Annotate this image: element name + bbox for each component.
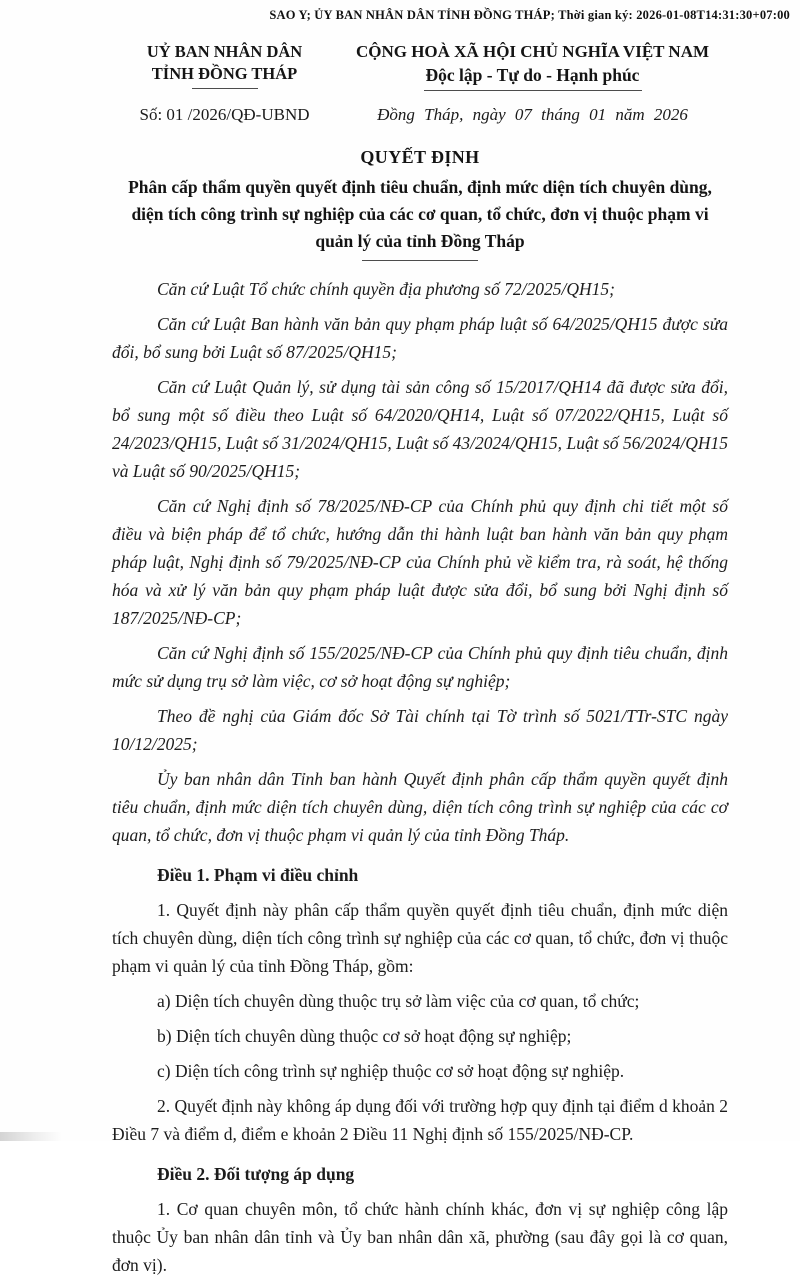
article-1-item-a: a) Diện tích chuyên dùng thuộc trụ sở làm việc của cơ quan, tổ chức; bbox=[157, 991, 640, 1011]
article-1-clause-1: 1. Quyết định này phân cấp thẩm quyền quyết định tiêu chuẩn, định mức diện tích chuyên dùng, diện tích công trình sự nghiệp của các cơ quan, tổ chức, đơn vị thuộc phạm vi quản lý của tỉnh Đồng Tháp, gồm: bbox=[112, 900, 728, 976]
preamble-paragraph: Theo đề nghị của Giám đốc Sở Tài chính tại Tờ trình số 5021/TTr-STC ngày 10/12/2025; bbox=[112, 706, 728, 754]
preamble-paragraph: Ủy ban nhân dân Tỉnh ban hành Quyết định phân cấp thẩm quyền quyết định tiêu chuẩn, định mức diện tích chuyên dùng, diện tích công trình sự nghiệp của các cơ quan, tổ chức, đơn vị thuộc phạm vi quản lý của tỉnh Đồng Tháp. bbox=[112, 769, 728, 845]
title-block bbox=[112, 147, 728, 261]
motto-underline bbox=[424, 90, 642, 91]
digital-signature-certification: SAO Y; ỦY BAN NHÂN DÂN TỈNH ĐỒNG THÁP; Thời gian ký: 2026-01-08T14:31:30+07:00 bbox=[269, 8, 790, 22]
article-2-heading: Điều 2. Đối tượng áp dụng bbox=[157, 1164, 355, 1184]
issuing-authority-line1: UỶ BAN NHÂN DÂN bbox=[146, 42, 303, 61]
issuing-authority-line2: TỈNH ĐỒNG THÁP bbox=[151, 64, 298, 83]
article-1-item-b: b) Diện tích chuyên dùng thuộc cơ sở hoạt động sự nghiệp; bbox=[157, 1026, 572, 1046]
preamble-paragraph: Căn cứ Luật Tổ chức chính quyền địa phương số 72/2025/QH15; bbox=[157, 279, 615, 299]
scan-edge-artifact bbox=[0, 1132, 62, 1141]
issuing-authority-block bbox=[112, 41, 337, 89]
preamble-paragraph: Căn cứ Luật Quản lý, sử dụng tài sản công số 15/2017/QH14 đã được sửa đổi, bổ sung một số điều theo Luật số 64/2020/QH14, Luật số 07/2022/QH15, Luật số 24/2023/QH15, Luật số 31/2024/QH15, Luật số 43/2024/QH15, Luật số 56/2024/QH15 và Luật số 90/2025/QH15; bbox=[112, 377, 728, 481]
article-1-heading: Điều 1. Phạm vi điều chỉnh bbox=[157, 865, 359, 885]
document-header bbox=[112, 41, 728, 91]
document-subject: Phân cấp thẩm quyền quyết định tiêu chuẩn, định mức diện tích chuyên dùng, diện tích công trình sự nghiệp của các cơ quan, tổ chức, đơn vị thuộc phạm vi quản lý của tỉnh Đồng Tháp bbox=[128, 177, 712, 251]
title-underline bbox=[362, 260, 478, 261]
preamble-paragraph: Căn cứ Nghị định số 155/2025/NĐ-CP của Chính phủ quy định tiêu chuẩn, định mức sử dụng trụ sở làm việc, cơ sở hoạt động sự nghiệp; bbox=[112, 643, 728, 691]
national-motto: Độc lập - Tự do - Hạnh phúc bbox=[425, 65, 640, 85]
preamble-paragraph: Căn cứ Nghị định số 78/2025/NĐ-CP của Chính phủ quy định chi tiết một số điều và biện pháp để tổ chức, hướng dẫn thi hành luật ban hành văn bản quy phạm pháp luật, Nghị định số 79/2025/NĐ-CP của Chính phủ về kiểm tra, rà soát, hệ thống hóa và xử lý văn bản quy phạm pháp luật được sửa đổi, bổ sung bởi Nghị định số 187/2025/NĐ-CP; bbox=[112, 496, 728, 628]
document-number: Số: 01 /2026/QĐ-UBND bbox=[139, 105, 310, 124]
place-and-date: Đồng Tháp, ngày 07 tháng 01 năm 2026 bbox=[377, 105, 688, 124]
issuer-underline bbox=[192, 88, 258, 89]
article-1-item-c: c) Diện tích công trình sự nghiệp thuộc cơ sở hoạt động sự nghiệp. bbox=[157, 1061, 625, 1081]
article-2-clause-1: 1. Cơ quan chuyên môn, tổ chức hành chính khác, đơn vị sự nghiệp công lập thuộc Ủy ban nhân dân tỉnh và Ủy ban nhân dân xã, phường (sau đây gọi là cơ quan, đơn vị). bbox=[112, 1199, 728, 1275]
preamble-paragraph: Căn cứ Luật Ban hành văn bản quy phạm pháp luật số 64/2025/QH15 được sửa đổi, bổ sung bởi Luật số 87/2025/QH15; bbox=[112, 314, 728, 362]
document-meta-row bbox=[112, 105, 728, 125]
republic-name: CỘNG HOÀ XÃ HỘI CHỦ NGHĨA VIỆT NAM bbox=[355, 42, 710, 61]
document-body bbox=[112, 275, 728, 1279]
national-motto-block bbox=[337, 41, 728, 91]
document-type-heading: QUYẾT ĐỊNH bbox=[360, 147, 480, 167]
article-1-clause-2: 2. Quyết định này không áp dụng đối với trường hợp quy định tại điểm d khoản 2 Điều 7 và điểm d, điểm e khoản 2 Điều 11 Nghị định số 155/2025/NĐ-CP. bbox=[112, 1096, 728, 1144]
